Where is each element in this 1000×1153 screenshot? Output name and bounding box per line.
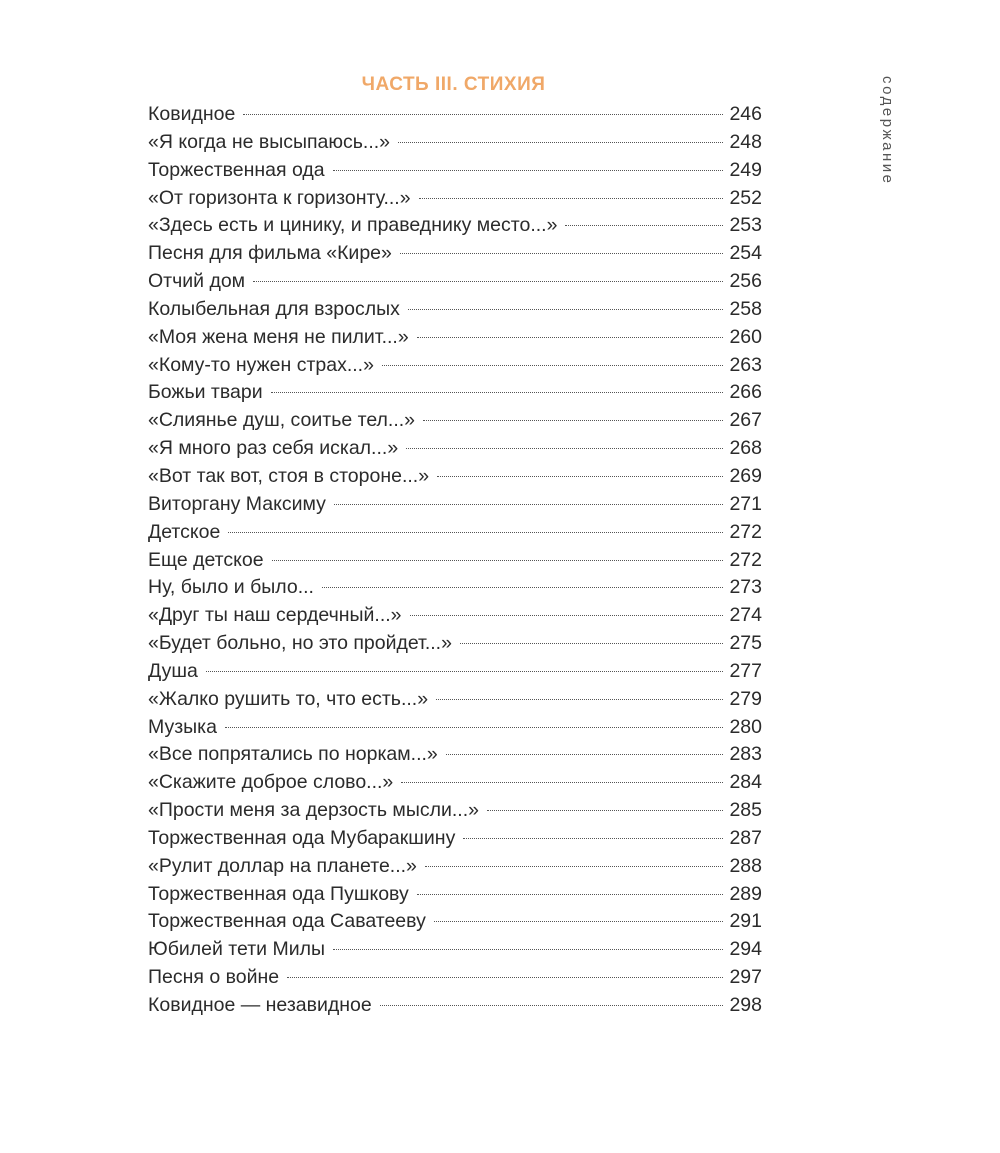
toc-entry-title: Песня о войне bbox=[148, 966, 280, 989]
toc-entry-page-number: 288 bbox=[729, 854, 762, 877]
toc-entry bbox=[148, 407, 762, 435]
toc-entry-page-number: 269 bbox=[729, 464, 762, 487]
toc-entry-page-number: 268 bbox=[729, 437, 762, 460]
toc-entry-page-number: 258 bbox=[729, 297, 762, 320]
toc-entry-page-number: 263 bbox=[729, 353, 762, 376]
table-of-contents bbox=[148, 101, 762, 1020]
toc-entry-page-number: 291 bbox=[729, 910, 762, 933]
toc-entry bbox=[148, 101, 762, 129]
toc-entry-title: «Моя жена меня не пилит...» bbox=[148, 325, 409, 348]
toc-entry-title: «Скажите доброе слово...» bbox=[148, 771, 394, 794]
dot-leader bbox=[398, 142, 723, 143]
toc-entry bbox=[148, 992, 762, 1020]
toc-entry bbox=[148, 296, 762, 324]
toc-entry-page-number: 266 bbox=[729, 381, 762, 404]
toc-entry bbox=[148, 212, 762, 240]
dot-leader bbox=[271, 392, 724, 393]
toc-entry-title: «От горизонта к горизонту...» bbox=[148, 186, 411, 209]
toc-entry bbox=[148, 240, 762, 268]
toc-entry bbox=[148, 630, 762, 658]
toc-entry-title: «Будет больно, но это пройдет...» bbox=[148, 632, 452, 655]
toc-entry-title: Еще детское bbox=[148, 548, 264, 571]
dot-leader bbox=[436, 699, 723, 700]
toc-entry-page-number: 298 bbox=[729, 994, 762, 1016]
toc-entry-title: «Слиянье душ, соитье тел...» bbox=[148, 409, 416, 432]
dot-leader bbox=[463, 838, 723, 839]
toc-entry bbox=[148, 463, 762, 491]
toc-entry bbox=[148, 129, 762, 157]
toc-entry bbox=[148, 964, 762, 992]
toc-entry bbox=[148, 491, 762, 519]
dot-leader bbox=[565, 225, 723, 226]
toc-entry-title: Душа bbox=[148, 659, 198, 682]
dot-leader bbox=[243, 114, 723, 115]
toc-entry-page-number: 248 bbox=[729, 130, 762, 153]
toc-entry bbox=[148, 853, 762, 881]
dot-leader bbox=[434, 921, 724, 922]
toc-entry-page-number: 272 bbox=[729, 548, 762, 571]
dot-leader bbox=[423, 420, 723, 421]
toc-entry bbox=[148, 185, 762, 213]
toc-entry bbox=[148, 797, 762, 825]
toc-entry bbox=[148, 658, 762, 686]
toc-entry-title: Отчий дом bbox=[148, 270, 246, 293]
dot-leader bbox=[225, 727, 723, 728]
toc-entry-page-number: 279 bbox=[729, 687, 762, 710]
dot-leader bbox=[322, 587, 724, 588]
toc-entry bbox=[148, 435, 762, 463]
toc-entry-page-number: 253 bbox=[729, 214, 762, 237]
toc-entry-title: «Друг ты наш сердечный...» bbox=[148, 604, 402, 627]
toc-entry-title: «Вот так вот, стоя в стороне...» bbox=[148, 464, 430, 487]
toc-entry-page-number: 260 bbox=[729, 325, 762, 348]
toc-entry-page-number: 284 bbox=[729, 771, 762, 794]
toc-entry-title: Колыбельная для взрослых bbox=[148, 297, 400, 320]
part-title: ЧАСТЬ III. СТИХИЯ bbox=[361, 74, 546, 95]
dot-leader bbox=[419, 198, 724, 199]
toc-entry-title: Песня для фильма «Кире» bbox=[148, 242, 392, 265]
toc-entry bbox=[148, 769, 762, 797]
toc-entry-title: Виторгану Максиму bbox=[148, 492, 326, 515]
toc-entry-page-number: 272 bbox=[729, 520, 762, 543]
toc-entry-title: Торжественная ода Саватееву bbox=[148, 910, 426, 933]
dot-leader bbox=[380, 1005, 724, 1006]
dot-leader bbox=[272, 560, 724, 561]
toc-entry bbox=[148, 379, 762, 407]
toc-entry-page-number: 287 bbox=[729, 826, 762, 849]
toc-entry bbox=[148, 268, 762, 296]
dot-leader bbox=[410, 615, 724, 616]
toc-entry-page-number: 249 bbox=[729, 158, 762, 181]
dot-leader bbox=[425, 866, 724, 867]
toc-entry-page-number: 273 bbox=[729, 576, 762, 599]
toc-entry bbox=[148, 714, 762, 742]
toc-entry bbox=[148, 908, 762, 936]
dot-leader bbox=[487, 810, 723, 811]
dot-leader bbox=[334, 504, 724, 505]
toc-entry-title: Ну, было и было... bbox=[148, 576, 314, 599]
toc-entry bbox=[148, 881, 762, 909]
toc-entry-title: «Жалко рушить то, что есть...» bbox=[148, 687, 429, 710]
toc-entry-title: Юбилей тети Милы bbox=[148, 938, 325, 961]
dot-leader bbox=[406, 448, 723, 449]
toc-entry-page-number: 285 bbox=[729, 799, 762, 822]
toc-entry-title: Торжественная ода Мубаракшину bbox=[148, 826, 456, 849]
toc-entry-title: «Здесь есть и цинику, и праведнику место...» bbox=[148, 214, 558, 237]
toc-entry-page-number: 252 bbox=[729, 186, 762, 209]
toc-entry-page-number: 274 bbox=[729, 604, 762, 627]
dot-leader bbox=[437, 476, 723, 477]
toc-entry bbox=[148, 825, 762, 853]
toc-entry bbox=[148, 547, 762, 575]
toc-entry-page-number: 267 bbox=[729, 409, 762, 432]
toc-entry-page-number: 297 bbox=[729, 966, 762, 989]
dot-leader bbox=[228, 532, 723, 533]
dot-leader bbox=[333, 949, 723, 950]
dot-leader bbox=[400, 253, 724, 254]
toc-entry-title: «Прости меня за дерзость мысли...» bbox=[148, 799, 479, 822]
toc-entry-page-number: 256 bbox=[729, 270, 762, 293]
toc-entry bbox=[148, 157, 762, 185]
toc-entry-page-number: 280 bbox=[729, 715, 762, 738]
toc-entry-title: Ковидное bbox=[148, 103, 236, 125]
toc-entry-title: «Я когда не высыпаюсь...» bbox=[148, 130, 391, 153]
toc-entry bbox=[148, 686, 762, 714]
toc-entry-title: «Кому-то нужен страх...» bbox=[148, 353, 374, 376]
dot-leader bbox=[408, 309, 724, 310]
toc-entry bbox=[148, 574, 762, 602]
toc-entry-title: Музыка bbox=[148, 715, 217, 738]
dot-leader bbox=[417, 337, 724, 338]
toc-entry-page-number: 289 bbox=[729, 882, 762, 905]
toc-entry bbox=[148, 936, 762, 964]
toc-entry bbox=[148, 741, 762, 769]
toc-entry-title: «Я много раз себя искал...» bbox=[148, 437, 399, 460]
toc-entry-page-number: 294 bbox=[729, 938, 762, 961]
toc-entry-title: «Рулит доллар на планете...» bbox=[148, 854, 417, 877]
dot-leader bbox=[333, 170, 724, 171]
toc-entry bbox=[148, 352, 762, 380]
dot-leader bbox=[382, 365, 724, 366]
toc-entry-page-number: 277 bbox=[729, 659, 762, 682]
dot-leader bbox=[401, 782, 723, 783]
toc-entry-title: Торжественная ода bbox=[148, 158, 325, 181]
toc-entry-page-number: 246 bbox=[729, 103, 762, 125]
dot-leader bbox=[206, 671, 724, 672]
toc-entry-page-number: 254 bbox=[729, 242, 762, 265]
dot-leader bbox=[287, 977, 723, 978]
toc-entry-page-number: 283 bbox=[729, 743, 762, 766]
toc-entry bbox=[148, 324, 762, 352]
toc-entry bbox=[148, 602, 762, 630]
toc-entry-title: Божьи твари bbox=[148, 381, 263, 404]
dot-leader bbox=[460, 643, 724, 644]
dot-leader bbox=[446, 754, 724, 755]
toc-entry-page-number: 275 bbox=[729, 632, 762, 655]
toc-entry-title: Торжественная ода Пушкову bbox=[148, 882, 409, 905]
dot-leader bbox=[417, 894, 724, 895]
dot-leader bbox=[253, 281, 723, 282]
toc-entry-page-number: 271 bbox=[729, 492, 762, 515]
toc-entry bbox=[148, 519, 762, 547]
toc-entry-title: Ковидное — незавидное bbox=[148, 994, 372, 1016]
toc-entry-title: Детское bbox=[148, 520, 221, 543]
running-header-contents: содержание bbox=[879, 76, 896, 186]
toc-entry-title: «Все попрятались по норкам...» bbox=[148, 743, 438, 766]
